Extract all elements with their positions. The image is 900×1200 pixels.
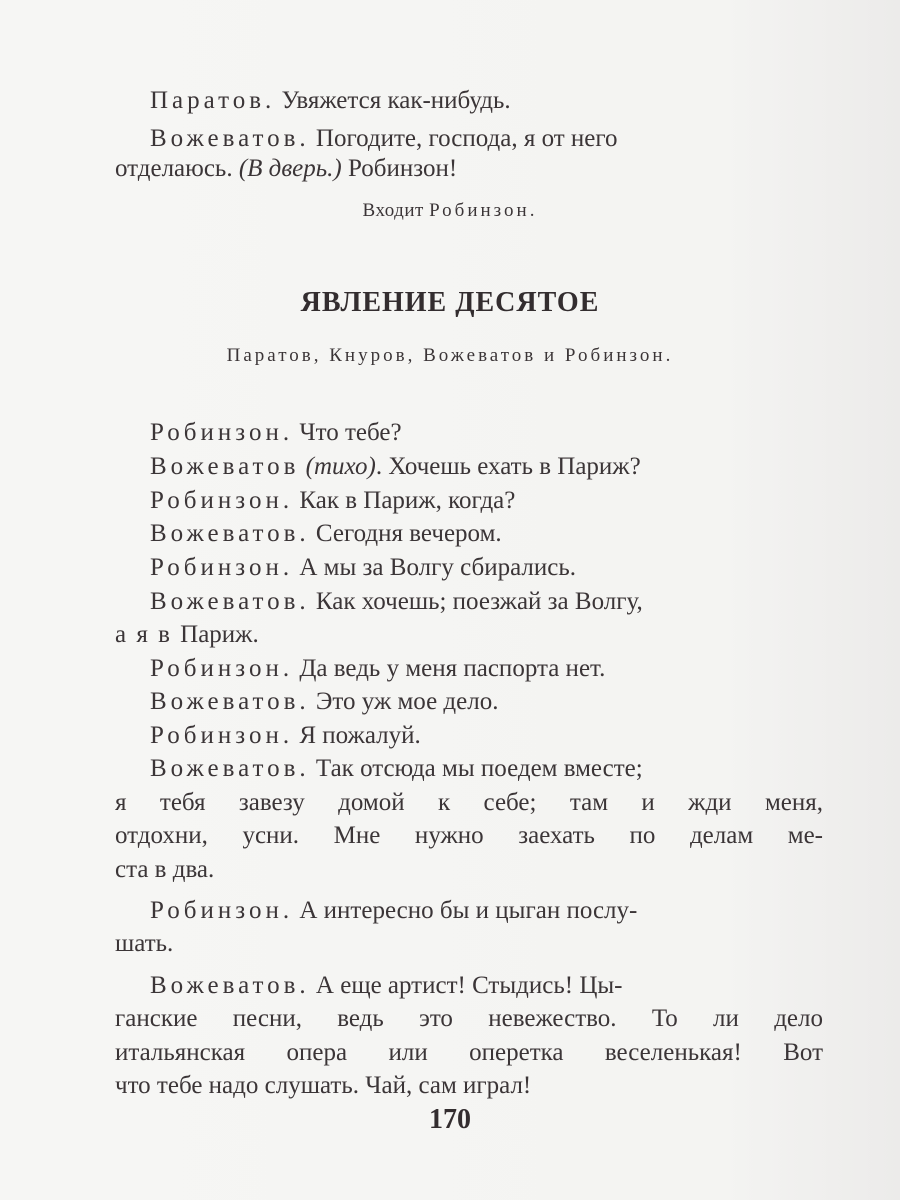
dialogue-line: Робинзон. Как в Париж, когда? <box>150 487 516 514</box>
speaker-name: Вожеватов. <box>150 520 310 547</box>
dialogue-continuation: а я в Париж. <box>115 621 259 648</box>
dialogue-continuation: ста в два. <box>115 856 215 883</box>
speaker-name: Вожеватов. <box>150 588 310 615</box>
speaker-name: Робинзон. <box>150 897 294 924</box>
dialogue-continuation: я тебя завезу домой к себе; там и жди меня, <box>115 789 823 816</box>
scene-heading: ЯВЛЕНИЕ ДЕСЯТОЕ <box>300 287 600 318</box>
speaker-name: Робинзон. <box>150 554 294 581</box>
stage-remark: (В дверь.) <box>238 155 342 182</box>
dialogue-line: Робинзон. А мы за Волгу сбирались. <box>150 554 577 581</box>
page-number: 170 <box>429 1104 471 1135</box>
dialogue-line: Вожеватов. Как хочешь; поезжай за Волгу, <box>150 588 643 615</box>
dialogue-line: Паратов. Увяжется как-нибудь. <box>150 87 511 114</box>
speaker-name: Робинзон. <box>150 487 294 514</box>
speaker-name: Робинзон. <box>150 722 294 749</box>
speaker-name: Вожеватов. <box>150 755 310 782</box>
dialogue-line: Вожеватов. А еще артист! Стыдись! Цы- <box>150 972 623 999</box>
speaker-name: Паратов. <box>150 87 276 114</box>
dialogue-line: Робинзон. Я пожалуй. <box>150 722 421 749</box>
dialogue-continuation: ганские песни, ведь это невежество. То ли дело <box>115 1005 823 1032</box>
stage-remark: (тихо) <box>299 453 376 480</box>
dialogue-line: Вожеватов (тихо). Хочешь ехать в Париж? <box>150 453 641 480</box>
dialogue-line: Робинзон. Да ведь у меня паспорта нет. <box>150 655 606 682</box>
speaker-name: Робинзон. <box>150 655 294 682</box>
dialogue-line: Робинзон. А интересно бы и цыган послу- <box>150 897 638 924</box>
speaker-name: Вожеватов. <box>150 125 310 152</box>
dialogue-continuation: отдохни, усни. Мне нужно заехать по делам ме- <box>115 822 823 849</box>
dialogue-line: Робинзон. Что тебе? <box>150 419 402 446</box>
dialogue-continuation: что тебе надо слушать. Чай, сам играл! <box>115 1072 532 1099</box>
dialogue-line: Вожеватов. Так отсюда мы поедем вместе; <box>150 755 643 782</box>
speaker-name: Вожеватов. <box>150 688 310 715</box>
cast-list: Паратов, Кнуров, Вожеватов и Робинзон. <box>226 345 674 366</box>
dialogue-line: Вожеватов. Сегодня вечером. <box>150 520 502 547</box>
speaker-name: Робинзон. <box>150 419 294 446</box>
dialogue-continuation: итальянская опера или оперетка веселенькая! Вот <box>115 1039 823 1066</box>
dialogue-line: Вожеватов. Погодите, господа, я от него <box>150 125 618 152</box>
dialogue-continuation: отделаюсь. (В дверь.) Робинзон! <box>115 155 458 182</box>
speaker-name: Вожеватов <box>150 453 300 480</box>
dialogue-continuation: шать. <box>115 930 174 957</box>
stage-direction: Входит Робинзон. <box>362 200 538 221</box>
dialogue-line: Вожеватов. Это уж мое дело. <box>150 688 499 715</box>
speaker-name: Вожеватов. <box>150 972 310 999</box>
